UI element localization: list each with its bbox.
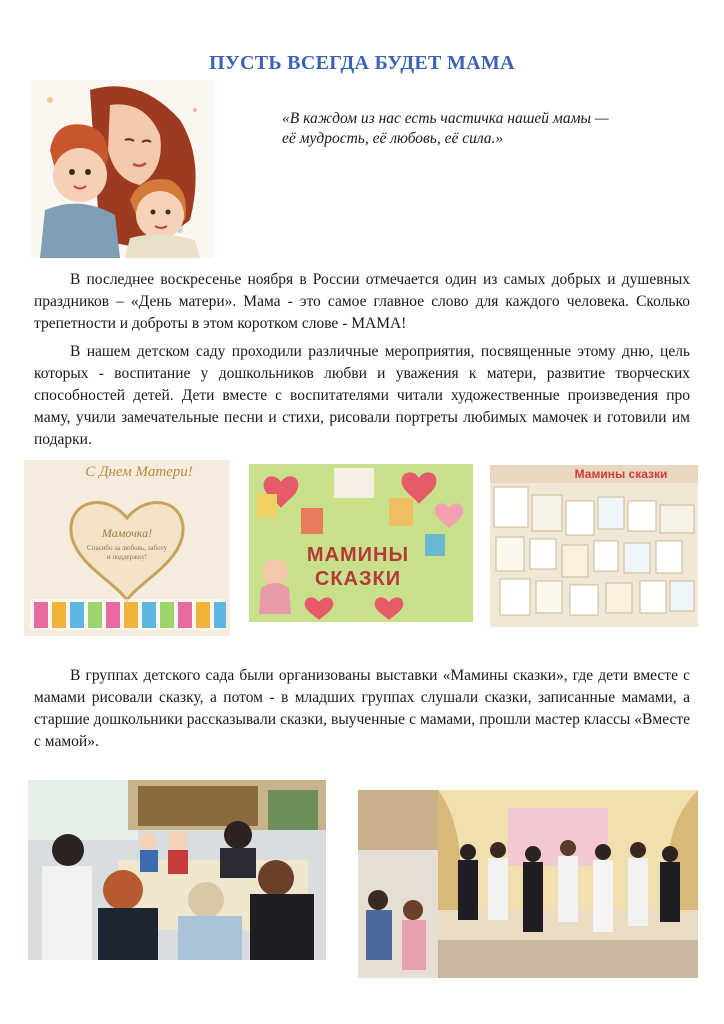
wall-banner: Мамины сказки [574,467,668,481]
paragraph-1 [34,269,690,335]
card-heart-title: Мамочка! [101,526,153,540]
quote-line-1: «В каждом из нас есть частичка нашей мамы — [282,110,609,127]
board-title-line-2: СКАЗКИ [314,568,402,590]
paragraph-1-text: В последнее воскресенье ноября в России отмечается один из самых добрых и душевных праздников – «День матери». Мама - это самое главное слово для каждого человека. Сколько трепетности и доброты в этом коротком слове - МАМА! [34,271,690,332]
photo-drawings-wall [490,465,698,627]
paragraph-3-text: В группах детского сада были организованы выставки «Мамины сказки», где дети вместе с мамами рисовали сказку, а потом - в младших группах слушали сказки, записанные мамами, а старшие дошкольники рассказывали сказки, выученные с мамами, прошли мастер классы «Вместе с мамой». [34,667,690,750]
board-title-line-1: МАМИНЫ [306,544,410,566]
epigraph-quote [282,109,682,149]
card-heading: С Днем Матери! [85,464,193,480]
paragraph-3 [34,665,690,753]
page-title: ПУСТЬ ВСЕГДА БУДЕТ МАМА [209,52,515,74]
quote-line-2: её мудрость, её любовь, её сила.» [282,130,504,147]
card-heart-text: Спасибо за любовь, заботу и поддержку! [87,544,167,561]
photo-fairytale-board [249,464,473,622]
mother-children-illustration [30,80,214,258]
photo-greeting-card [24,460,230,636]
photo-workshop-table [28,780,326,960]
paragraph-2-text: В нашем детском саду проходили различные мероприятия, посвященные этому дню, цель которых - воспитание у дошкольников любви и уважения к матери, развитие творческих способностей детей. Дети вместе с воспитателями читали художественные произведения про маму, учили замечательные песни и стихи, рисовали портреты любимых мамочек и готовили им подарки. [34,343,690,448]
photo-dance-hall [358,790,698,978]
paragraph-2 [34,341,690,451]
